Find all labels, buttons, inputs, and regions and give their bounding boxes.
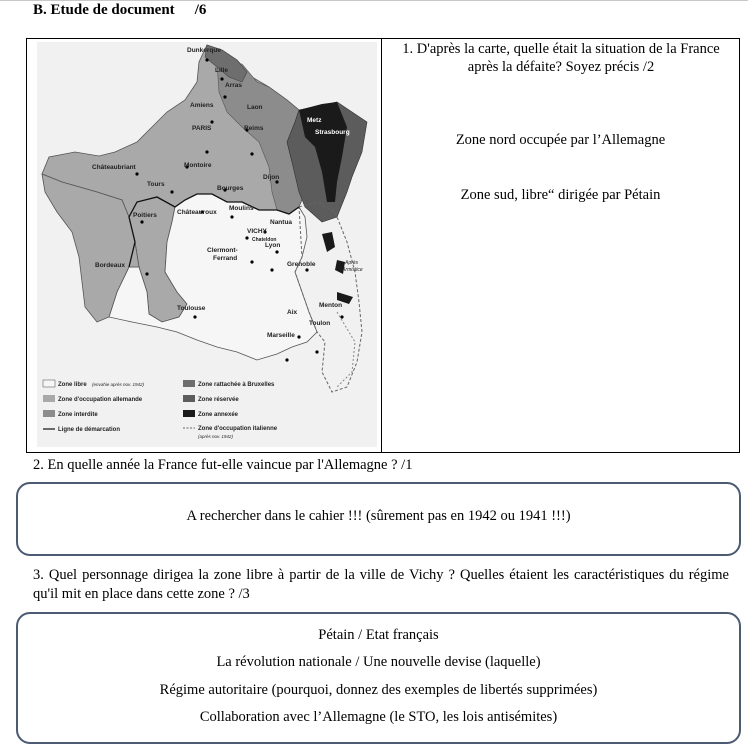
city-dot — [210, 120, 213, 123]
city-label: Arras — [225, 82, 242, 89]
legend-swatch-annexed — [183, 410, 195, 417]
city-label: Laon — [247, 104, 263, 111]
answer-1-line-1: Zone nord occupée par l’Allemagne — [455, 132, 666, 148]
city-label: Dunkerque — [187, 47, 221, 54]
city-dot — [297, 335, 300, 338]
city-dot — [270, 268, 273, 271]
legend-label: Zone réservée — [198, 397, 239, 403]
city-label: VICHY — [247, 228, 267, 235]
city-dot — [170, 190, 173, 193]
city-label: Montoire — [184, 162, 212, 169]
legend-swatch-reserved — [183, 395, 195, 402]
city-dot — [205, 150, 208, 153]
section-title: B. Etude de document — [33, 2, 175, 18]
city-label: Tours — [147, 181, 165, 188]
city-label: Lyon — [265, 242, 281, 249]
city-label: Reims — [244, 125, 264, 132]
city-label: Toulon — [309, 320, 331, 327]
city-label: Après — [345, 260, 359, 266]
city-label: Ferrand — [213, 255, 238, 262]
city-label: Bourges — [217, 185, 244, 192]
city-label: Poitiers — [133, 212, 157, 219]
map-legend — [43, 380, 278, 439]
city-label: Châteaubriant — [92, 164, 136, 171]
city-dot — [205, 58, 208, 61]
city-label: Bordeaux — [95, 262, 125, 269]
legend-swatch-occupied — [43, 395, 55, 402]
answer-box-2 — [16, 482, 741, 556]
city-dot — [285, 358, 288, 361]
city-dot — [193, 315, 196, 318]
answer-3-line: Collaboration avec l’Allemagne (le STO, les lois antisémites) — [199, 709, 558, 725]
city-dot — [145, 272, 148, 275]
city-label: PARIS — [192, 125, 212, 132]
question-cell — [382, 39, 739, 452]
legend-label: Zone d'occupation allemande — [58, 397, 143, 403]
city-dot — [250, 152, 253, 155]
legend-label: Zone rattachée à Bruxelles — [198, 382, 275, 388]
legend-label: Zone libre — [58, 382, 87, 388]
legend-label: Ligne de démarcation — [58, 427, 121, 433]
city-label: Menton — [319, 302, 343, 309]
france-occupation-map — [37, 42, 377, 447]
city-label: Châteauroux — [177, 209, 217, 216]
city-label: Clermont- — [207, 247, 238, 254]
city-dot — [245, 236, 248, 239]
city-dot — [315, 350, 318, 353]
legend-swatch-brussels — [183, 380, 195, 387]
legend-swatch-forbidden — [43, 410, 55, 417]
legend-label: Zone d'occupation italienne — [198, 426, 278, 432]
city-label: Toulouse — [177, 305, 206, 312]
answer-2: A rechercher dans le cahier !!! (sûrement pas en 1942 ou 1941 !!!) — [186, 508, 571, 524]
city-label: Amiens — [190, 102, 214, 109]
legend-note: (envahie après nov. 1942) — [92, 382, 144, 387]
city-label: Chateldon — [252, 237, 277, 243]
city-dot — [223, 95, 226, 98]
city-label: Grenoble — [287, 261, 316, 268]
city-label: l'Armistice — [340, 267, 363, 273]
answer-3-line: Régime autoritaire (pourquoi, donnez des exemples de libertés supprimées) — [159, 682, 598, 698]
city-dot — [135, 172, 138, 175]
map-cell — [27, 39, 382, 452]
question-3: 3. Quel personnage dirigea la zone libre à partir de la ville de Vichy ? Quelles étaient les caractéristiques du régime qu'il mit en place dans cette zone ? /3 — [33, 567, 729, 602]
section-points: /6 — [194, 2, 207, 18]
city-dot — [220, 77, 223, 80]
corsica-line — [337, 312, 355, 387]
city-dot — [140, 220, 143, 223]
city-label: Strasbourg — [315, 129, 350, 136]
legend-note: (après nov. 1942) — [198, 434, 233, 439]
legend-label: Zone interdite — [58, 412, 98, 418]
answer-3-line: La révolution nationale / Une nouvelle devise (laquelle) — [216, 654, 541, 670]
question-2: 2. En quelle année la France fut-elle vaincue par l'Allemagne ? /1 — [33, 457, 413, 473]
city-dot — [305, 268, 308, 271]
legend-swatch-free — [43, 380, 55, 387]
city-dot — [340, 315, 343, 318]
answer-1-line-2: Zone sud, libre“ dirigée par Pétain — [460, 187, 661, 203]
city-label: Dijon — [263, 174, 280, 181]
city-dot — [230, 215, 233, 218]
city-label: Aix — [287, 309, 298, 316]
annexed-patch-1 — [322, 232, 335, 252]
legend-label: Zone annexée — [198, 412, 239, 418]
answer-3-line: Pétain / Etat français — [318, 627, 439, 643]
city-label: Lille — [215, 67, 229, 74]
city-label: Moulins — [229, 205, 254, 212]
city-dot — [275, 250, 278, 253]
answer-box-3 — [16, 612, 741, 744]
city-label: Marseille — [267, 332, 295, 339]
top-rule — [0, 0, 748, 1]
city-dot — [250, 260, 253, 263]
city-label: Nantua — [270, 219, 293, 226]
section-heading — [33, 2, 206, 19]
city-label: Metz — [307, 117, 322, 124]
document-table — [26, 38, 740, 453]
question-1: 1. D'après la carte, quelle était la situation de la France après la défaite? Soyez précis /2 — [402, 41, 720, 75]
map-frame — [37, 42, 377, 447]
